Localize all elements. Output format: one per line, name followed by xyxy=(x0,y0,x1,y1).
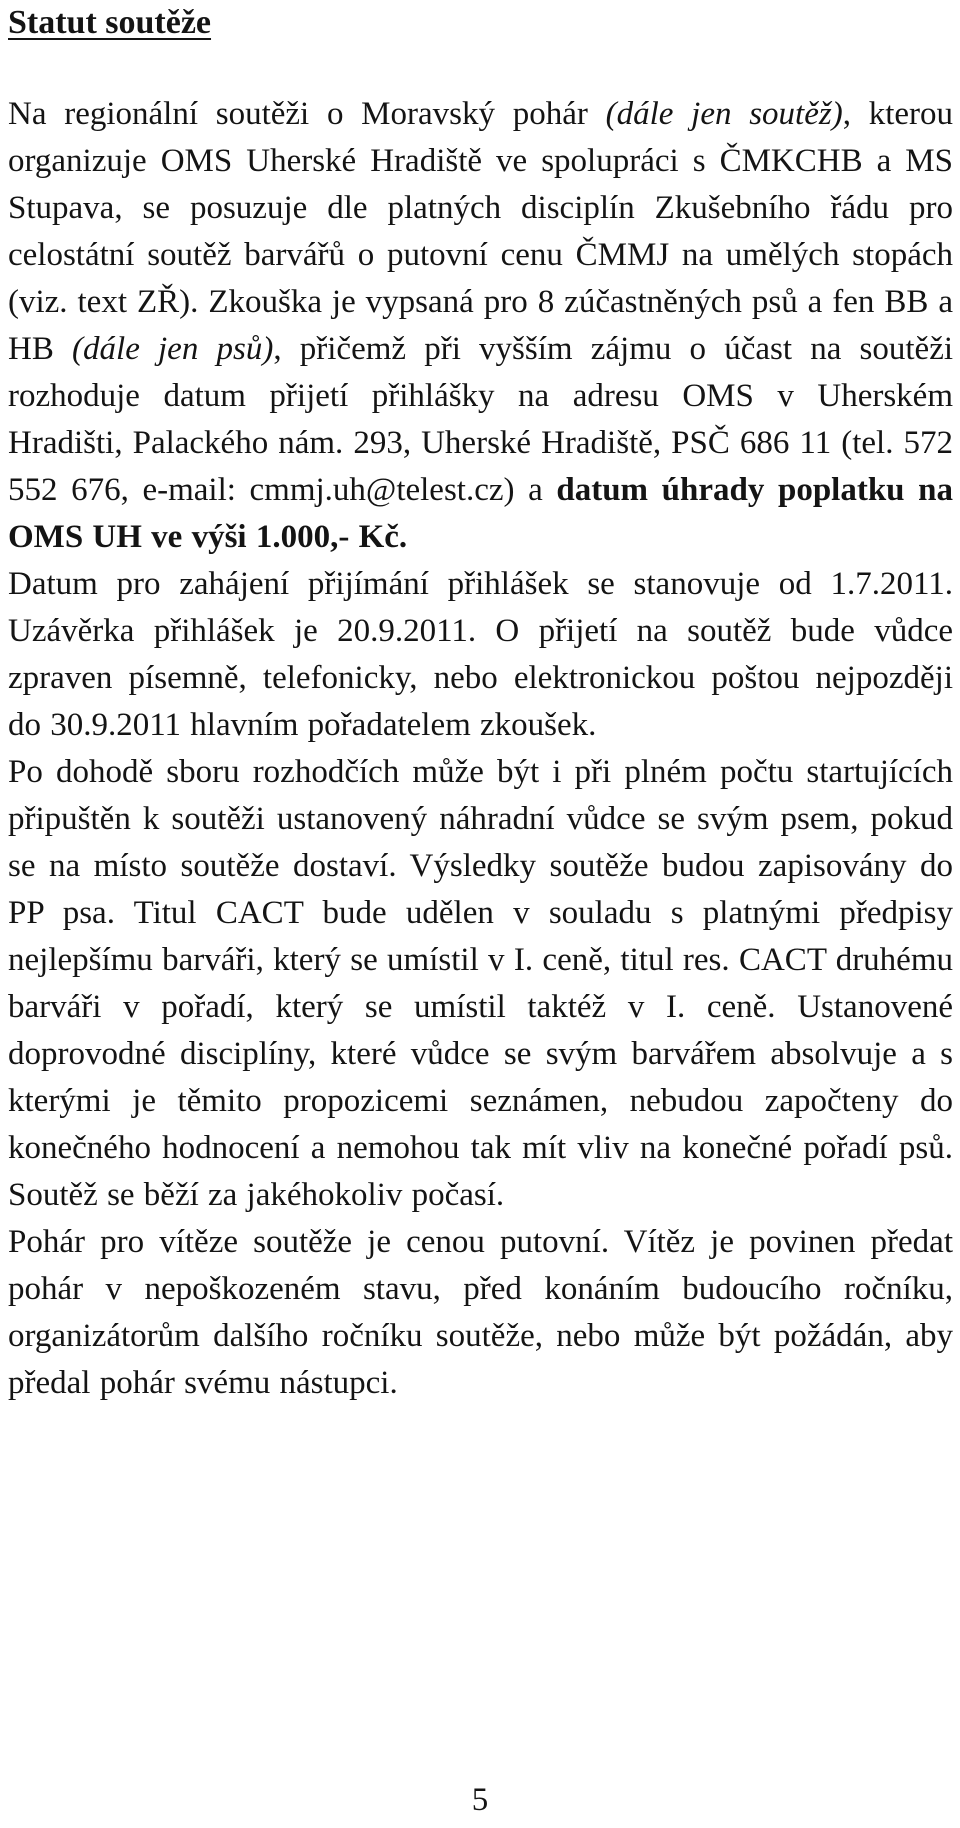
paragraph-trophy xyxy=(8,1219,953,1407)
text-segment: , přičemž při vyšším zájmu o účast na soutěži rozhoduje datum přijetí přihlášky na adresu OMS v Uherském Hradišti, Palackého nám. 293, Uherské Hradiště, PSČ 686 11 (tel. 572 552 676, e-mail: cmmj.uh@telest.cz) a xyxy=(8,331,954,508)
document-body xyxy=(8,91,953,1407)
page-number: 5 xyxy=(471,1782,489,1818)
page-title: Statut soutěže xyxy=(8,4,212,41)
text-segment: , kterou organizuje OMS Uherské Hradiště ve spolupráci s ČMKCHB a MS Stupava, se posuzuje dle platných disciplín Zkušebního řádu pro celostátní soutěž barvářů o putovní cenu ČMMJ na umělých stopách (viz. text ZŘ). Zkouška je vypsaná pro 8 zúčastněných psů a fen BB a HB xyxy=(8,96,954,367)
text-segment: Pohár pro vítěze soutěže je cenou putovní. Vítěz je povinen předat pohár v nepoškozeném stavu, před konáním budoucího ročníku, organizátorům dalšího ročníku soutěže, nebo může být požádán, aby předal pohár svému nástupci. xyxy=(8,1224,953,1401)
text-segment-italic: (dále jen soutěž) xyxy=(605,96,843,132)
text-segment: Na regionální soutěži o Moravský pohár xyxy=(8,96,606,132)
text-segment-italic: (dále jen psů) xyxy=(72,331,274,367)
text-segment: Po dohodě sboru rozhodčích může být i při plném počtu startujících připuštěn k soutěži ustanovený náhradní vůdce se svým psem, pokud se na místo soutěže dostaví. Výsledky soutěže budou zapisovány do PP psa. Titul CACT bude udělen v souladu s platnými předpisy nejlepšímu barváři, který se umístil v I. ceně, titul res. CACT druhému barváři v pořadí, který se umístil taktéž v I. ceně. Ustanovené doprovodné disciplíny, které vůdce se svým barvářem absolvuje a s kterými je těmito propozicemi seznámen, nebudou započteny do konečného hodnocení a nemohou tak mít vliv na konečné pořadí psů. Soutěž se běží za jakéhokoliv počasí. xyxy=(8,754,953,1213)
text-segment: Datum pro zahájení přijímání přihlášek se stanovuje od 1.7.2011. Uzávěrka přihlášek je 20.9.2011. O přijetí na soutěž bude vůdce zpraven písemně, telefonicky, nebo elektronickou poštou nejpozději do 30.9.2011 hlavním pořadatelem zkoušek. xyxy=(8,566,953,743)
paragraph-rules xyxy=(8,749,953,1219)
paragraph-registration xyxy=(8,91,953,561)
paragraph-dates xyxy=(8,561,953,749)
text-segment-bold: datum úhrady poplatku na OMS UH ve výši 1.000,- Kč. xyxy=(8,472,953,555)
